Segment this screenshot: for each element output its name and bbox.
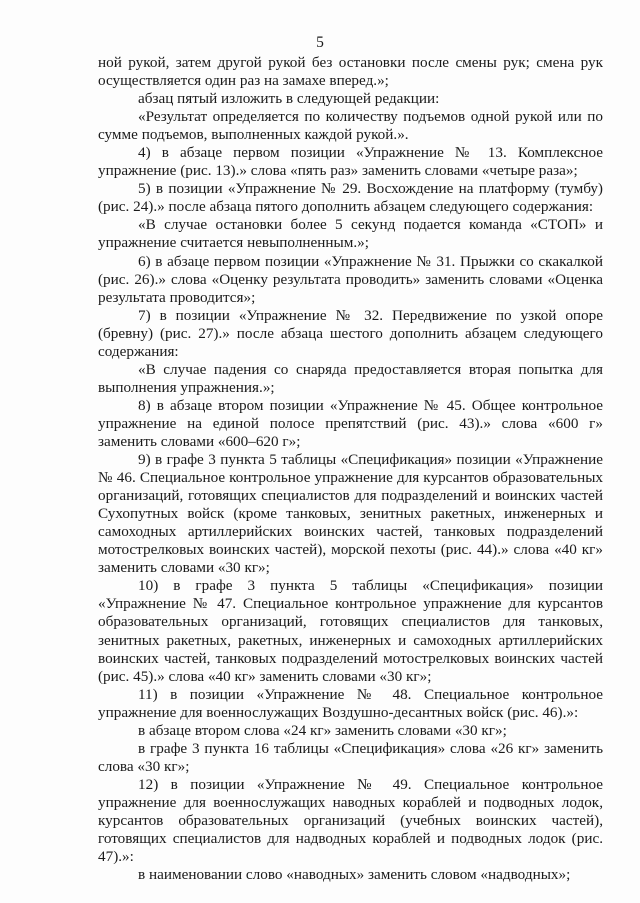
paragraph-6: «В случае остановки более 5 секунд подается команда «СТОП» и упражнение считается невыполненным.»; (98, 216, 603, 252)
paragraph-11: 9) в графе 3 пункта 5 таблицы «Спецификация» позиции «Упражнение № 46. Специальное контрольное упражнение для курсантов образовательных организаций, готовящих специалистов для подразделений и воинских частей Сухопутных войск (кроме танковых, зенитных ракетных, инженерных и самоходных артиллерийских воинских частей, танковых подразделений мотострелковых воинских частей), морской пехоты (рис. 44).» слова «40 кг» заменить словами «30 кг»; (98, 451, 603, 577)
paragraph-10: 8) в абзаце втором позиции «Упражнение № 45. Общее контрольное упражнение на единой полосе препятствий (рис. 43).» слова «600 г» заменить словами «600–620 г»; (98, 396, 603, 450)
paragraph-9: «В случае падения со снаряда предоставляется вторая попытка для выполнения упражнения.»; (98, 360, 603, 396)
paragraph-1: ной рукой, затем другой рукой без остановки после смены рук; смена рук осуществляется один раз на замахе вперед.»; (98, 54, 603, 90)
paragraph-15: в графе 3 пункта 16 таблицы «Спецификация» слова «26 кг» заменить слова «30 кг»; (98, 739, 603, 775)
paragraph-3: «Результат определяется по количеству подъемов одной рукой или по сумме подъемов, выполненных каждой рукой.». (98, 108, 603, 144)
paragraph-12: 10) в графе 3 пункта 5 таблицы «Спецификация» позиции «Упражнение № 47. Специальное контрольное упражнение для курсантов образовательных организаций, готовящих специалистов для танковых, зенитных ракетных, ракетных, инженерных и самоходных артиллерийских воинских частей, танковых подразделений мотострелковых воинских частей (рис. 45).» слова «40 кг» заменить словами «30 кг»; (98, 577, 603, 685)
paragraph-2: абзац пятый изложить в следующей редакции: (138, 90, 440, 108)
paragraph-4: 4) в абзаце первом позиции «Упражнение № 13. Комплексное упражнение (рис. 13).» слова «пять раз» заменить словами «четыре раза»; (98, 144, 603, 180)
paragraph-13: 11) в позиции «Упражнение № 48. Специальное контрольное упражнение для военнослужащих Воздушно-десантных войск (рис. 46).»: (98, 685, 603, 721)
paragraph-17: в наименовании слово «наводных» заменить словом «надводных»; (138, 866, 571, 884)
paragraph-14: в абзаце втором слова «24 кг» заменить словами «30 кг»; (138, 721, 507, 739)
paragraph-7: 6) в абзаце первом позиции «Упражнение № 31. Прыжки со скакалкой (рис. 26).» слова «Оценку результата проводить» заменить словами «Оценка результата проводится»; (98, 252, 603, 306)
paragraph-8: 7) в позиции «Упражнение № 32. Передвижение по узкой опоре (бревну) (рис. 27).» после абзаца шестого дополнить абзацем следующего содержания: (98, 306, 603, 360)
document-body (98, 54, 603, 884)
paragraph-16: 12) в позиции «Упражнение № 49. Специальное контрольное упражнение для военнослужащих наводных кораблей и подводных лодок, курсантов образовательных организаций (учебных воинских частей), готовящих специалистов для надводных кораблей и подводных лодок (рис. 47).»: (98, 775, 603, 866)
page-number: 5 (316, 34, 324, 51)
paragraph-5: 5) в позиции «Упражнение № 29. Восхождение на платформу (тумбу) (рис. 24).» после абзаца пятого дополнить абзацем следующего содержания: (98, 180, 603, 216)
